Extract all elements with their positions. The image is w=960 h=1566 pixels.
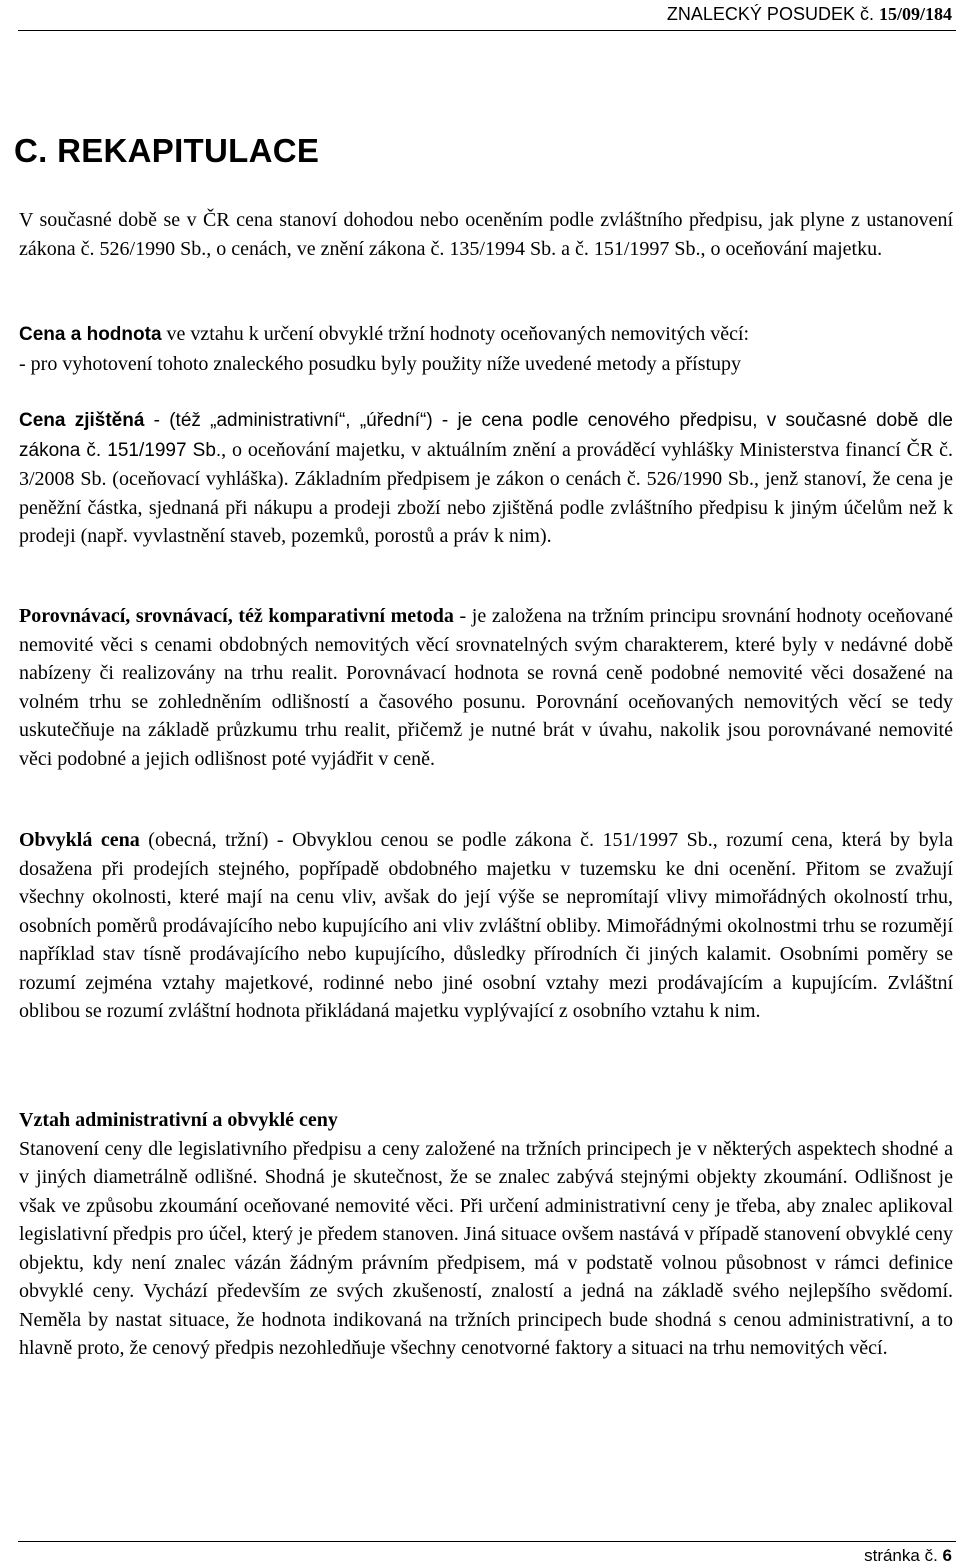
comparative-method-paragraph	[19, 602, 953, 773]
relation-heading: Vztah administrativní a obvyklé ceny	[19, 1109, 338, 1131]
header-label: ZNALECKÝ POSUDEK č.	[666, 4, 874, 24]
comparative-method-text	[19, 602, 953, 773]
comparative-method-lead: Porovnávací, srovnávací, též komparativní metoda	[19, 605, 454, 627]
comparative-method-body: - je založena na tržním principu srovnání hodnoty oceňované nemovité věci s cenami obdobných nemovitých věcí srovnatelných svým charakterem, které byly v nedávné době nabízeny či realizovány na trhu realit. Porovnávací hodnota se rovná ceně podobné nemovité věci dosažené na volném trhu se zohledněním odlišností a časového posunu. Porovnání oceňovaných nemovitých věcí se tedy uskutečňuje na základě průzkumu trhu realit, přičemž je nutné brát v úvahu, nakolik jsou porovnávané nemovité věci podobné a jejich odlišnost poté vyjádřit v ceně.	[19, 605, 953, 770]
usual-price-text	[19, 826, 953, 1026]
determined-price-text-1: - (též „administrativní“, „úřední“) - je cena podle cenového předpisu, v současné době dle zákona č. 151/1997 Sb.	[19, 410, 953, 461]
price-value-paragraph	[19, 320, 953, 378]
determined-price-lead: Cena zjištěná	[19, 410, 145, 431]
section-title: C. REKAPITULACE	[14, 132, 320, 169]
footer-label: stránka č.	[864, 1546, 938, 1565]
price-value-line-1	[19, 320, 953, 350]
determined-price-paragraph	[19, 406, 953, 551]
price-value-lead: Cena a hodnota	[19, 324, 162, 345]
relation-paragraph	[19, 1106, 953, 1363]
determined-price-text-2: , o oceňování majetku, v aktuálním znění a prováděcí vyhlášky Ministerstva financí ČR č. 3/2008 Sb. (oceňovací vyhláška). Základním předpisem je zákon o cenách č. 526/1990 Sb., jenž stanoví, že cena je peněžní částka, sjednaná při nákupu a prodeji zboží nebo zjištěná podle zvláštního předpisu k jiným účelům než k prodeji (např. vyvlastnění staveb, pozemků, porostů a práv k nim).	[19, 438, 953, 547]
intro-text: V současné době se v ČR cena stanoví dohodou nebo oceněním podle zvláštního předpisu, jak plyne z ustanovení zákona č. 526/1990 Sb., o cenách, ve znění zákona č. 135/1994 Sb. a č. 151/1997 Sb., o oceňování majetku.	[19, 209, 953, 260]
page-footer	[864, 1546, 952, 1566]
footer-rule	[18, 1541, 956, 1542]
usual-price-body: (obecná, tržní) - Obvyklou cenou se podle zákona č. 151/1997 Sb., rozumí cena, která by byla dosažena při prodejích stejného, popřípadě obdobného majetku v tuzemsku ke dni ocenění. Přitom se zvažují všechny okolnosti, které mají na cenu vliv, avšak do její výše se nepromítají vlivy mimořádných okolností trhu, osobních poměrů prodávajícího nebo kupujícího ani vliv zvláštní obliby. Mimořádnými okolnostmi trhu se rozumějí například stav tísně prodávajícího nebo kupujícího, důsledky přírodních či jiných kalamit. Osobními poměry se rozumí zejména vztahy majetkové, rodinné nebo jiné osobní vztahy mezi prodávajícím a kupujícím. Zvláštní oblibou se rozumí zvláštní hodnota přikládaná majetku vyplývající z osobního vztahu k nim.	[19, 829, 953, 1022]
price-value-text: ve vztahu k určení obvyklé tržní hodnoty oceňovaných nemovitých věcí:	[161, 323, 750, 345]
header-report-number: 15/09/184	[878, 4, 952, 24]
price-value-line-2: - pro vyhotovení tohoto znaleckého posudku byly použity níže uvedené metody a přístupy	[19, 352, 742, 375]
page-header	[667, 4, 952, 25]
relation-text: Stanovení ceny dle legislativního předpisu a ceny založené na tržních principech je v některých aspektech shodné a v jiných diametrálně odlišné. Shodná je skutečnost, že se znalec zabývá stejnými objekty zkoumání. Odlišnost je však ve způsobu zkoumání oceňované nemovité věci. Při určení administrativní ceny je třeba, aby znalec aplikoval legislativní předpis pro účel, který je předem stanoven. Jiná situace ovšem nastává v případě stanovení obvyklé ceny objektu, kdy není znalec vázán žádným právním předpisem, má v podstatě volnou působnost v rámci definice obvyklé ceny. Vychází především ze svých zkušeností, znalostí a jedná na základě svého nejlepšího svědomí. Neměla by nastat situace, že hodnota indikovaná na tržních principech bude shodná s cenou administrativní, a to hlavně proto, že cenový předpis nezohledňuje všechny cenotvorné faktory a situaci na trhu nemovitých věcí.	[19, 1137, 953, 1359]
usual-price-lead: Obvyklá cena	[19, 829, 140, 851]
intro-paragraph	[19, 206, 953, 263]
page-number: 6	[942, 1546, 952, 1565]
header-rule	[18, 30, 956, 31]
usual-price-paragraph	[19, 826, 953, 1026]
determined-price-text	[19, 406, 953, 551]
